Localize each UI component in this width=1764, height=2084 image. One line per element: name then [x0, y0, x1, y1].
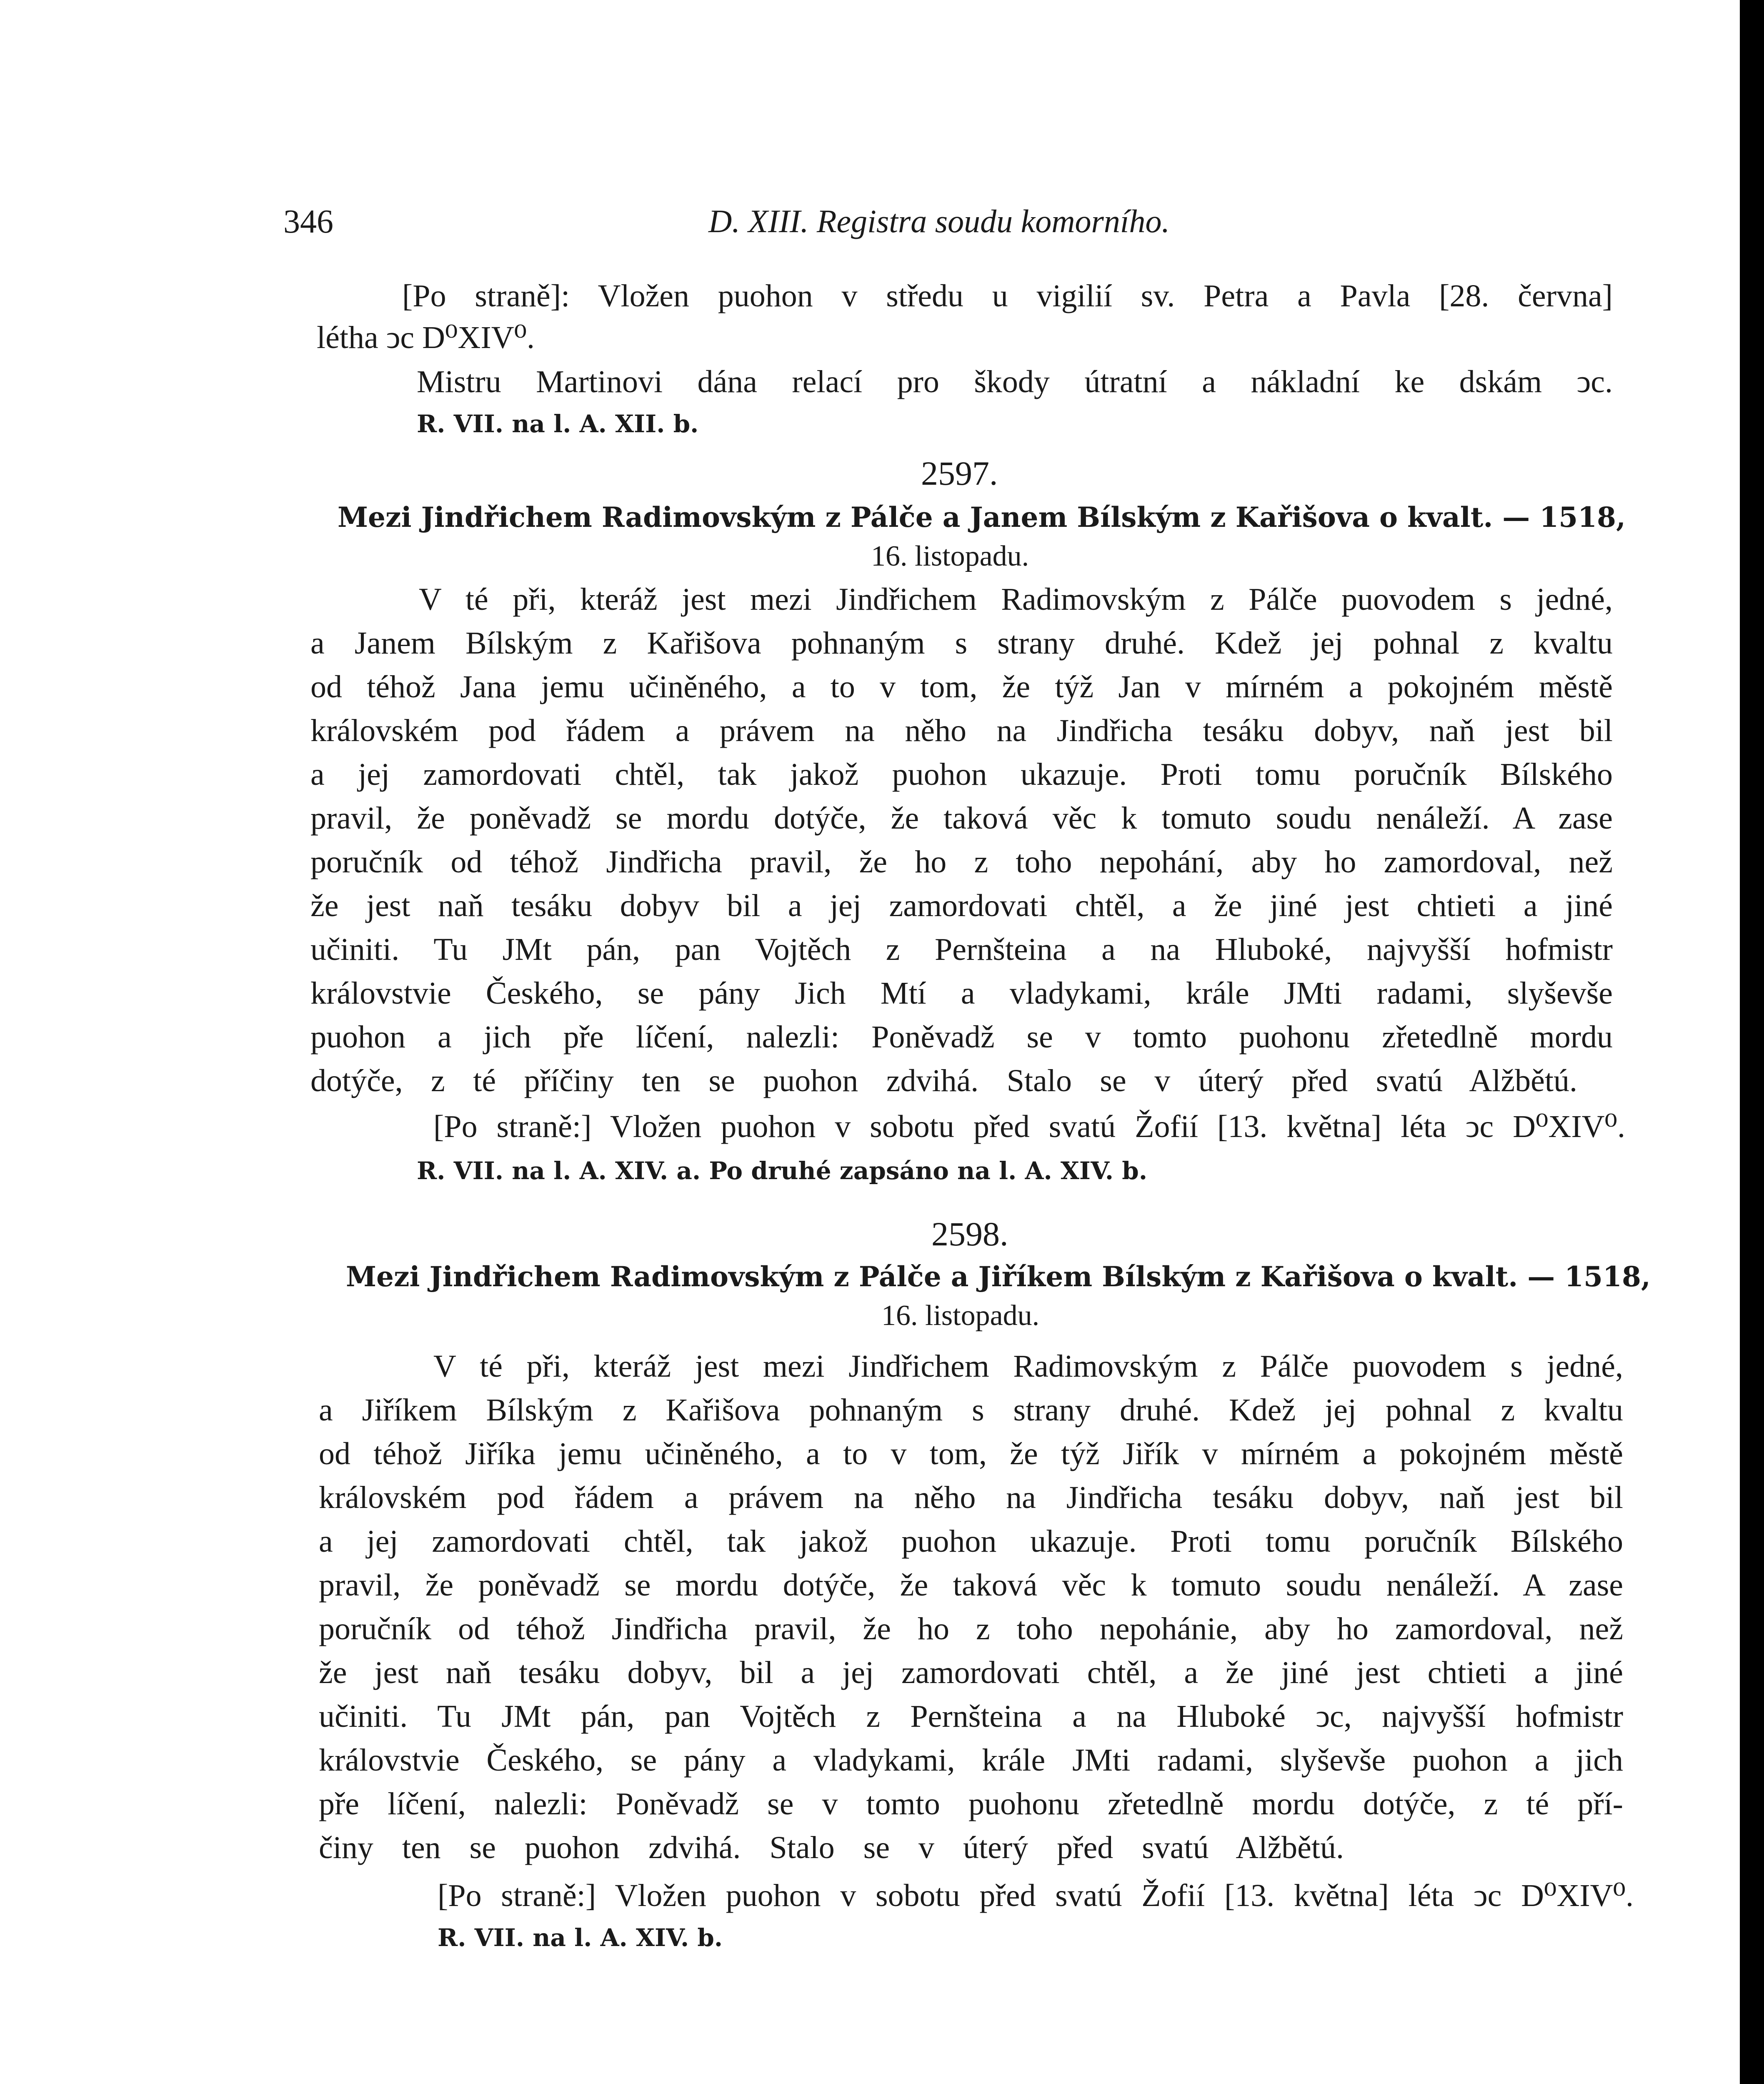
entry-body-line: V té při, kteráž jest mezi Jindřichem Radimovským z Pálče puovodem s jedné,: [433, 1349, 1623, 1384]
entry-body-line: pře líčení, nalezli: Poněvadž se v tomto puohonu zřetedlně mordu dotýče, z té pří-: [319, 1786, 1623, 1821]
previous-reference: R. VII. na l. A. XII. b.: [417, 410, 699, 438]
entry-body-line: učiniti. Tu JMt pán, pan Vojtěch z Pernšteina a na Hluboké, najvyšší hofmistr: [310, 932, 1613, 967]
entry-body-line: od téhož Jiříka jemu učiněného, a to v tom, že týž Jiřík v mírném a pokojném městě: [319, 1436, 1623, 1471]
entry-body-line: a jej zamordovati chtěl, tak jakož puohon ukazuje. Proti tomu poručník Bílského: [319, 1524, 1623, 1559]
entry-body-line: a jej zamordovati chtěl, tak jakož puohon ukazuje. Proti tomu poručník Bílského: [310, 757, 1613, 792]
entry-body-line: učiniti. Tu JMt pán, pan Vojtěch z Pernšteina a na Hluboké ͻc, najvyšší hofmistr: [319, 1699, 1623, 1734]
entry-body-line: a Jiříkem Bílským z Kařišova pohnaným s strany druhé. Kdež jej pohnal z kvaltu: [319, 1393, 1623, 1428]
entry-side-note: [Po straně:] Vložen puohon v sobotu před svatú Žofií [13. května] léta ͻc D⁰XIV⁰.: [438, 1878, 1634, 1913]
entry-body-line: pravil, že poněvadž se mordu dotýče, že taková věc k tomuto soudu nenáleží. A zase: [319, 1568, 1623, 1603]
page-number: 346: [283, 203, 333, 240]
entry-body-line: královstvie Českého, se pány a vladykami, krále JMti radami, slyševše puohon a jich: [319, 1743, 1623, 1778]
entry-body-line: pravil, že poněvadž se mordu dotýče, že taková věc k tomuto soudu nenáleží. A zase: [310, 801, 1613, 836]
running-title: D. XIII. Registra soudu komorního.: [708, 203, 1170, 239]
entry-heading: Mezi Jindřichem Radimovským z Pálče a Janem Bílským z Kařišova o kvalt. — 1518,: [338, 501, 1626, 534]
entry-body-line: a Janem Bílským z Kařišova pohnaným s strany druhé. Kdež jej pohnal z kvaltu: [310, 626, 1613, 661]
entry-side-note: [Po straně:] Vložen puohon v sobotu před svatú Žofií [13. května] léta ͻc D⁰XIV⁰.: [433, 1109, 1625, 1144]
entry-reference: R. VII. na l. A. XIV. a. Po druhé zapsáno na l. A. XIV. b.: [417, 1157, 1148, 1185]
entry-body-line: královstvie Českého, se pány Jich Mtí a vladykami, krále JMti radami, slyševše: [310, 976, 1613, 1011]
entry-body-line: puohon a jich pře líčení, nalezli: Poněvadž se v tomto puohonu zřetedlně mordu: [310, 1019, 1613, 1055]
previous-note-line-1: [Po straně]: Vložen puohon v středu u vigilií sv. Petra a Pavla [28. června]: [402, 278, 1613, 313]
previous-relation-line: Mistru Martinovi dána relací pro škody útratní a nákladní ke dskám ͻc.: [417, 364, 1613, 399]
entry-body-line: poručník od téhož Jindřicha pravil, že ho z toho nepohání, aby ho zamordoval, než: [310, 844, 1613, 879]
scan-border: [1740, 0, 1764, 2084]
entry-body-line: královském pod řádem a právem na něho na Jindřicha tesáku dobyv, naň jest bil: [310, 713, 1613, 748]
entry-body-line: dotýče, z té příčiny ten se puohon zdvihá. Stalo se v úterý před svatú Alžbětú.: [310, 1063, 1577, 1098]
entry-heading: Mezi Jindřichem Radimovským z Pálče a Jiříkem Bílským z Kařišova o kvalt. — 1518,: [346, 1260, 1651, 1293]
entry-heading-date: 16. listopadu.: [881, 1300, 1040, 1332]
entry-body-line: že jest naň tesáku dobyv bil a jej zamordovati chtěl, a že jiné jest chtieti a jiné: [310, 888, 1613, 923]
entry-body-line: že jest naň tesáku dobyv, bil a jej zamordovati chtěl, a že jiné jest chtieti a jiné: [319, 1655, 1623, 1690]
entry-body-line: činy ten se puohon zdvihá. Stalo se v úterý před svatú Alžbětú.: [319, 1830, 1344, 1865]
entry-number: 2598.: [931, 1215, 1008, 1253]
entry-heading-date: 16. listopadu.: [871, 540, 1029, 572]
entry-body-line: poručník od téhož Jindřicha pravil, že ho z toho nepohánie, aby ho zamordoval, než: [319, 1611, 1623, 1646]
entry-body-line: královském pod řádem a právem na něho na Jindřicha tesáku dobyv, naň jest bil: [319, 1480, 1623, 1515]
entry-body-line: od téhož Jana jemu učiněného, a to v tom, že týž Jan v mírném a pokojném městě: [310, 669, 1613, 704]
previous-note-line-2: létha ͻc D⁰XIV⁰.: [317, 320, 535, 355]
entry-body-line: V té při, kteráž jest mezi Jindřichem Radimovským z Pálče puovodem s jedné,: [419, 582, 1613, 617]
entry-number: 2597.: [921, 454, 998, 492]
entry-reference: R. VII. na l. A. XIV. b.: [438, 1924, 723, 1952]
